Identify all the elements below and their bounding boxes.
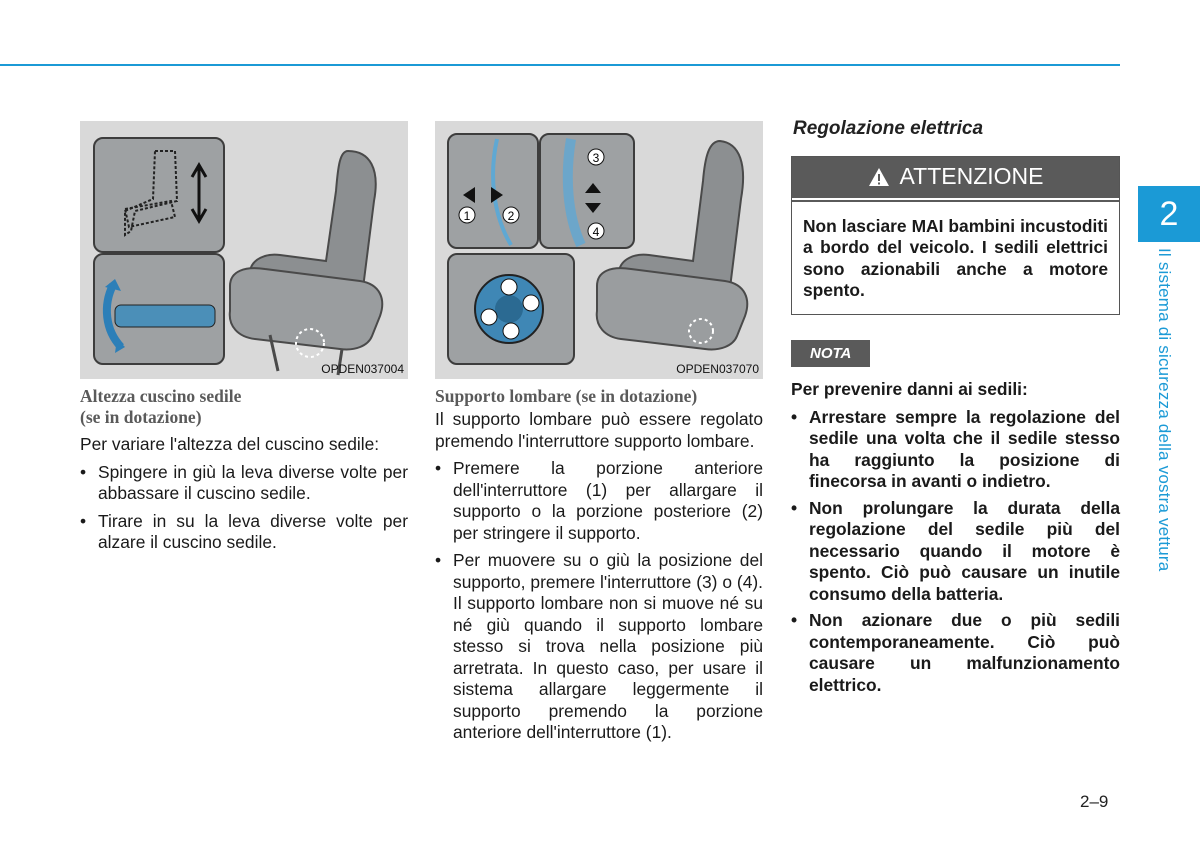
- list-item: • Non prolungare la durata della regolazione del sedile più del necessario quando il motore è spento. Ciò può causare un inutile consumo della batteria.: [791, 498, 1120, 606]
- lumbar-switch-panel: [447, 253, 575, 365]
- electric-heading: Regolazione elettrica: [793, 118, 984, 139]
- lumbar-switch: [449, 255, 573, 363]
- label-2: 2: [507, 209, 515, 223]
- list-item: • Spingere in giù la leva diverse volte per abbassare il cuscino sedile.: [80, 462, 408, 505]
- figure-code: OPDEN037070: [676, 362, 759, 376]
- figure-code: OPDEN037004: [321, 362, 404, 376]
- note-badge: NOTA: [791, 340, 870, 368]
- list-item: • Non azionare due o più sedili contemporaneamente. Ciò può causare un malfunzionamento elettrico.: [791, 610, 1120, 696]
- lumbar-intro: Il supporto lombare può essere regolato premendo l'interruttore supporto lombare.: [435, 409, 763, 451]
- warning-title: ATTENZIONE: [899, 163, 1044, 190]
- header-rule: [0, 64, 1120, 66]
- seat-height-list: [80, 462, 408, 554]
- list-item: • Per muovere su o giù la posizione del supporto, premere l'interruttore (3) o (4). Il supporto lombare non si muove né su né giù quando il supporto lombare stesso si trova nella posizione più arretrata. In questo caso, per usare il sistema allargare leggermente il supporto premendo la porzione anteriore dell'interruttore (1).: [435, 550, 763, 744]
- lumbar-title: Supporto lombare (se in dotazione): [435, 386, 698, 406]
- lumbar-side-panel: [539, 133, 635, 249]
- list-item: • Tirare in su la leva diverse volte per alzare il cuscino sedile.: [80, 511, 408, 554]
- lumbar-front-panel: [447, 133, 539, 249]
- warning-header: [792, 157, 1119, 200]
- electric-section: [791, 118, 1120, 701]
- lumbar-widen-diagram: [449, 135, 537, 247]
- label-3: 3: [592, 151, 600, 165]
- seat-height-intro: Per variare l'altezza del cuscino sedile:: [80, 434, 380, 454]
- lumbar-move-diagram: [541, 135, 633, 247]
- seat-height-title: Altezza cuscino sedile: [80, 386, 242, 406]
- label-4: 4: [592, 225, 600, 239]
- list-item: • Premere la porzione anteriore dell'interruttore (1) per allargare il supporto o la porzione posteriore (2) per stringere il supporto.: [435, 458, 763, 544]
- warning-icon: [868, 167, 890, 187]
- list-item: • Arrestare sempre la regolazione del sedile una volta che il sedile stesso ha raggiunto la posizione di finecorsa in avanti o indietro.: [791, 407, 1120, 493]
- seat-height-figure: [80, 121, 408, 379]
- chapter-side-title: Il sistema di sicurezza della vostra vettura: [1155, 248, 1174, 572]
- chapter-tab[interactable]: 2: [1138, 186, 1200, 242]
- warning-box: [791, 156, 1120, 315]
- seat-height-title-sub: (se in dotazione): [80, 407, 202, 427]
- warning-text: Non lasciare MAI bambini incustoditi a bordo del veicolo. I sedili elettrici sono azionabili anche a motore spento.: [803, 215, 1108, 300]
- label-1: 1: [463, 209, 471, 223]
- lumbar-section: [435, 386, 763, 750]
- lever-closeup: [95, 255, 223, 363]
- lumbar-figure: [435, 121, 763, 379]
- page-number: 2–9: [1080, 792, 1109, 811]
- seat-height-section: [80, 386, 408, 560]
- lever-closeup-panel: [93, 253, 225, 365]
- note-intro: Per prevenire danni ai sedili:: [791, 379, 1028, 399]
- lumbar-list: [435, 458, 763, 744]
- seat-height-diagram: [95, 139, 223, 251]
- seat-icon-panel: [93, 137, 225, 253]
- note-list: [791, 407, 1120, 697]
